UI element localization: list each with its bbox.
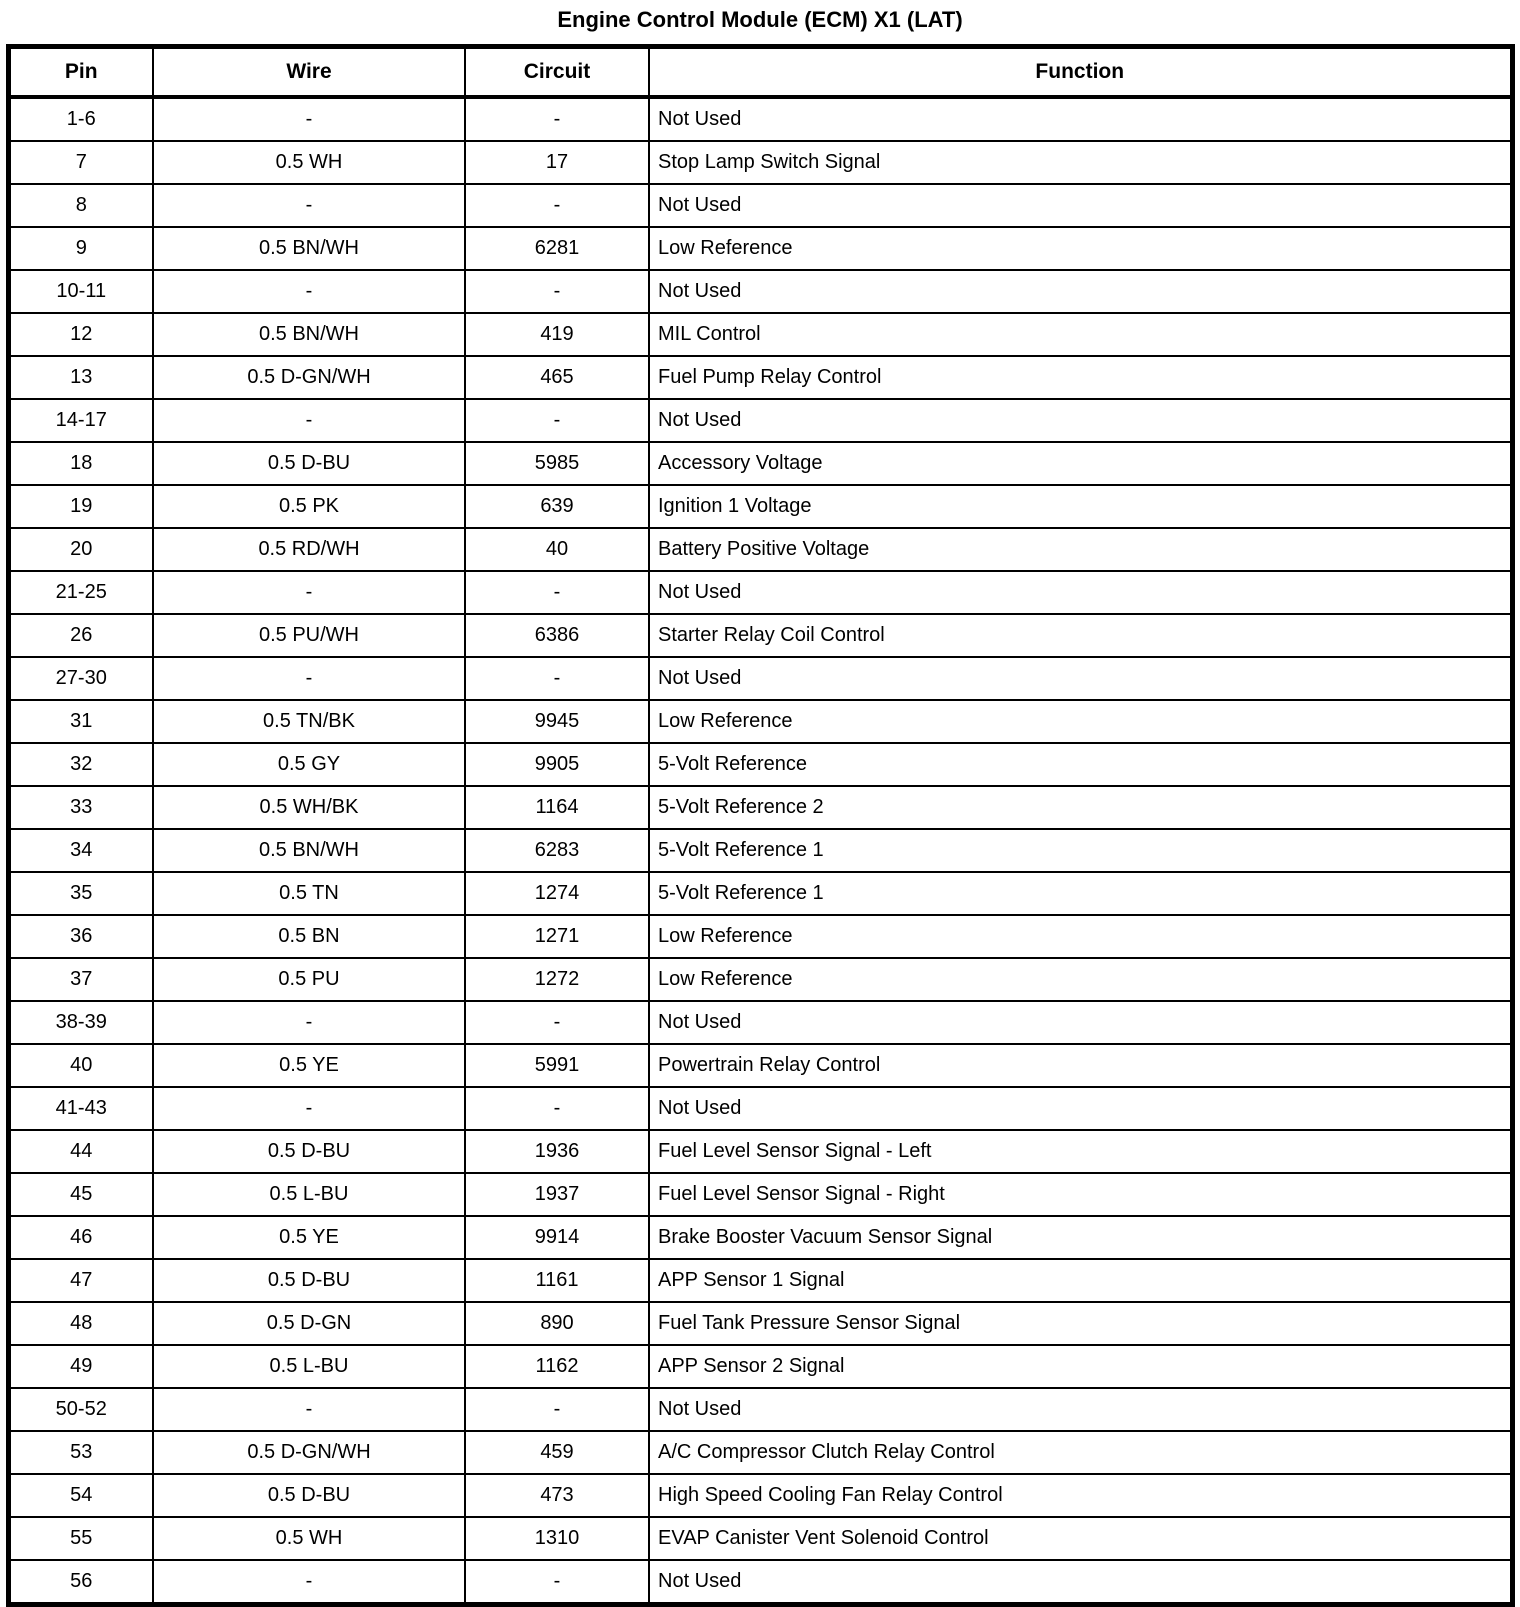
table-row (8, 442, 1512, 485)
function-cell: MIL Control (649, 313, 1512, 356)
circuit-cell: 459 (465, 1431, 649, 1474)
table-row (8, 227, 1512, 270)
function-cell: Low Reference (649, 915, 1512, 958)
circuit-cell: 1271 (465, 915, 649, 958)
pin-cell: 44 (8, 1130, 153, 1173)
pin-cell: 56 (8, 1560, 153, 1605)
circuit-cell: - (465, 184, 649, 227)
pin-cell: 36 (8, 915, 153, 958)
pin-cell: 26 (8, 614, 153, 657)
table-row (8, 1302, 1512, 1345)
table-row (8, 829, 1512, 872)
function-cell: Not Used (649, 571, 1512, 614)
table-row (8, 1173, 1512, 1216)
wire-cell: 0.5 L-BU (153, 1173, 465, 1216)
circuit-cell: - (465, 657, 649, 700)
wire-cell: 0.5 PK (153, 485, 465, 528)
pin-cell: 53 (8, 1431, 153, 1474)
table-row (8, 915, 1512, 958)
wire-cell: 0.5 TN (153, 872, 465, 915)
pin-cell: 7 (8, 141, 153, 184)
circuit-cell: - (465, 571, 649, 614)
wire-cell: - (153, 1001, 465, 1044)
table-row (8, 1517, 1512, 1560)
header-cell-function: Function (649, 47, 1512, 98)
function-cell: Fuel Level Sensor Signal - Left (649, 1130, 1512, 1173)
wire-cell: - (153, 184, 465, 227)
function-cell: Battery Positive Voltage (649, 528, 1512, 571)
pin-cell: 32 (8, 743, 153, 786)
function-cell: Fuel Tank Pressure Sensor Signal (649, 1302, 1512, 1345)
page-title: Engine Control Module (ECM) X1 (LAT) (557, 7, 963, 32)
wire-cell: - (153, 1388, 465, 1431)
function-cell: Not Used (649, 399, 1512, 442)
circuit-cell: 890 (465, 1302, 649, 1345)
function-cell: Starter Relay Coil Control (649, 614, 1512, 657)
circuit-cell: 1936 (465, 1130, 649, 1173)
header-cell-circuit: Circuit (465, 47, 649, 98)
table-row (8, 1259, 1512, 1302)
circuit-cell: 1274 (465, 872, 649, 915)
function-cell: Low Reference (649, 958, 1512, 1001)
circuit-cell: 1937 (465, 1173, 649, 1216)
pin-cell: 34 (8, 829, 153, 872)
table-row (8, 657, 1512, 700)
circuit-cell: - (465, 1087, 649, 1130)
function-cell: Fuel Pump Relay Control (649, 356, 1512, 399)
pin-cell: 47 (8, 1259, 153, 1302)
header-cell-wire: Wire (153, 47, 465, 98)
wire-cell: 0.5 GY (153, 743, 465, 786)
circuit-cell: 6386 (465, 614, 649, 657)
table-row (8, 614, 1512, 657)
pin-cell: 9 (8, 227, 153, 270)
function-cell: 5-Volt Reference 1 (649, 829, 1512, 872)
table-row (8, 141, 1512, 184)
wire-cell: 0.5 RD/WH (153, 528, 465, 571)
header-cell-pin: Pin (8, 47, 153, 98)
wire-cell: 0.5 D-BU (153, 1130, 465, 1173)
pin-cell: 49 (8, 1345, 153, 1388)
pin-cell: 19 (8, 485, 153, 528)
table-row (8, 1388, 1512, 1431)
pin-cell: 21-25 (8, 571, 153, 614)
function-cell: APP Sensor 1 Signal (649, 1259, 1512, 1302)
pin-cell: 27-30 (8, 657, 153, 700)
wire-cell: - (153, 657, 465, 700)
function-cell: Not Used (649, 184, 1512, 227)
wire-cell: 0.5 D-GN/WH (153, 356, 465, 399)
table-row (8, 313, 1512, 356)
wire-cell: 0.5 D-BU (153, 1474, 465, 1517)
function-cell: Ignition 1 Voltage (649, 485, 1512, 528)
circuit-cell: 5985 (465, 442, 649, 485)
pin-cell: 14-17 (8, 399, 153, 442)
function-cell: Powertrain Relay Control (649, 1044, 1512, 1087)
table-row (8, 743, 1512, 786)
pin-cell: 48 (8, 1302, 153, 1345)
wire-cell: 0.5 BN/WH (153, 227, 465, 270)
function-cell: Not Used (649, 97, 1512, 141)
pin-cell: 41-43 (8, 1087, 153, 1130)
circuit-cell: 419 (465, 313, 649, 356)
circuit-cell: - (465, 1001, 649, 1044)
pin-cell: 20 (8, 528, 153, 571)
function-cell: Low Reference (649, 700, 1512, 743)
pin-cell: 12 (8, 313, 153, 356)
circuit-cell: 5991 (465, 1044, 649, 1087)
table-row (8, 958, 1512, 1001)
wire-cell: 0.5 PU (153, 958, 465, 1001)
pin-cell: 50-52 (8, 1388, 153, 1431)
table-row (8, 97, 1512, 141)
function-cell: Stop Lamp Switch Signal (649, 141, 1512, 184)
table-row (8, 1474, 1512, 1517)
wire-cell: 0.5 TN/BK (153, 700, 465, 743)
circuit-cell: - (465, 270, 649, 313)
circuit-cell: - (465, 97, 649, 141)
circuit-cell: 1272 (465, 958, 649, 1001)
circuit-cell: 639 (465, 485, 649, 528)
pin-cell: 18 (8, 442, 153, 485)
table-row (8, 1087, 1512, 1130)
circuit-cell: - (465, 1560, 649, 1605)
table-row (8, 1560, 1512, 1605)
pin-cell: 40 (8, 1044, 153, 1087)
ecm-pinout-table (6, 44, 1515, 1607)
function-cell: 5-Volt Reference 2 (649, 786, 1512, 829)
circuit-cell: 9945 (465, 700, 649, 743)
circuit-cell: 40 (465, 528, 649, 571)
header-row (8, 47, 1512, 98)
pin-cell: 38-39 (8, 1001, 153, 1044)
function-cell: Not Used (649, 270, 1512, 313)
table-row (8, 1001, 1512, 1044)
pin-cell: 8 (8, 184, 153, 227)
wire-cell: 0.5 BN/WH (153, 829, 465, 872)
pin-cell: 37 (8, 958, 153, 1001)
circuit-cell: 473 (465, 1474, 649, 1517)
function-cell: Fuel Level Sensor Signal - Right (649, 1173, 1512, 1216)
wire-cell: - (153, 399, 465, 442)
table-row (8, 1431, 1512, 1474)
wire-cell: - (153, 270, 465, 313)
table-body (8, 97, 1512, 1605)
pin-cell: 1-6 (8, 97, 153, 141)
pin-cell: 45 (8, 1173, 153, 1216)
pin-cell: 31 (8, 700, 153, 743)
function-cell: 5-Volt Reference 1 (649, 872, 1512, 915)
table-row (8, 1130, 1512, 1173)
pin-cell: 33 (8, 786, 153, 829)
wire-cell: 0.5 D-BU (153, 1259, 465, 1302)
function-cell: Low Reference (649, 227, 1512, 270)
pin-cell: 54 (8, 1474, 153, 1517)
circuit-cell: 1164 (465, 786, 649, 829)
wire-cell: 0.5 L-BU (153, 1345, 465, 1388)
wire-cell: 0.5 YE (153, 1216, 465, 1259)
table-row (8, 356, 1512, 399)
table-row (8, 184, 1512, 227)
wire-cell: 0.5 WH (153, 141, 465, 184)
circuit-cell: 1310 (465, 1517, 649, 1560)
wire-cell: - (153, 97, 465, 141)
function-cell: Not Used (649, 1001, 1512, 1044)
wire-cell: 0.5 BN (153, 915, 465, 958)
wire-cell: 0.5 PU/WH (153, 614, 465, 657)
table-row (8, 571, 1512, 614)
wire-cell: 0.5 YE (153, 1044, 465, 1087)
pin-cell: 55 (8, 1517, 153, 1560)
table-row (8, 399, 1512, 442)
function-cell: EVAP Canister Vent Solenoid Control (649, 1517, 1512, 1560)
function-cell: APP Sensor 2 Signal (649, 1345, 1512, 1388)
wire-cell: 0.5 WH/BK (153, 786, 465, 829)
pin-cell: 10-11 (8, 270, 153, 313)
function-cell: Not Used (649, 1560, 1512, 1605)
table-row (8, 786, 1512, 829)
circuit-cell: 6283 (465, 829, 649, 872)
circuit-cell: 17 (465, 141, 649, 184)
table-row (8, 872, 1512, 915)
function-cell: High Speed Cooling Fan Relay Control (649, 1474, 1512, 1517)
table-row (8, 270, 1512, 313)
circuit-cell: - (465, 399, 649, 442)
circuit-cell: 9905 (465, 743, 649, 786)
circuit-cell: 465 (465, 356, 649, 399)
function-cell: Not Used (649, 657, 1512, 700)
circuit-cell: 1161 (465, 1259, 649, 1302)
pin-cell: 46 (8, 1216, 153, 1259)
wire-cell: 0.5 D-GN (153, 1302, 465, 1345)
table-row (8, 528, 1512, 571)
circuit-cell: 9914 (465, 1216, 649, 1259)
wire-cell: 0.5 D-BU (153, 442, 465, 485)
table-row (8, 1044, 1512, 1087)
function-cell: A/C Compressor Clutch Relay Control (649, 1431, 1512, 1474)
circuit-cell: 6281 (465, 227, 649, 270)
wire-cell: 0.5 WH (153, 1517, 465, 1560)
function-cell: 5-Volt Reference (649, 743, 1512, 786)
wire-cell: - (153, 571, 465, 614)
wire-cell: - (153, 1560, 465, 1605)
circuit-cell: 1162 (465, 1345, 649, 1388)
table-row (8, 1216, 1512, 1259)
table-row (8, 700, 1512, 743)
function-cell: Not Used (649, 1388, 1512, 1431)
function-cell: Not Used (649, 1087, 1512, 1130)
pin-cell: 13 (8, 356, 153, 399)
wire-cell: - (153, 1087, 465, 1130)
function-cell: Accessory Voltage (649, 442, 1512, 485)
wire-cell: 0.5 BN/WH (153, 313, 465, 356)
wire-cell: 0.5 D-GN/WH (153, 1431, 465, 1474)
pin-cell: 35 (8, 872, 153, 915)
table-row (8, 485, 1512, 528)
table-row (8, 1345, 1512, 1388)
function-cell: Brake Booster Vacuum Sensor Signal (649, 1216, 1512, 1259)
circuit-cell: - (465, 1388, 649, 1431)
